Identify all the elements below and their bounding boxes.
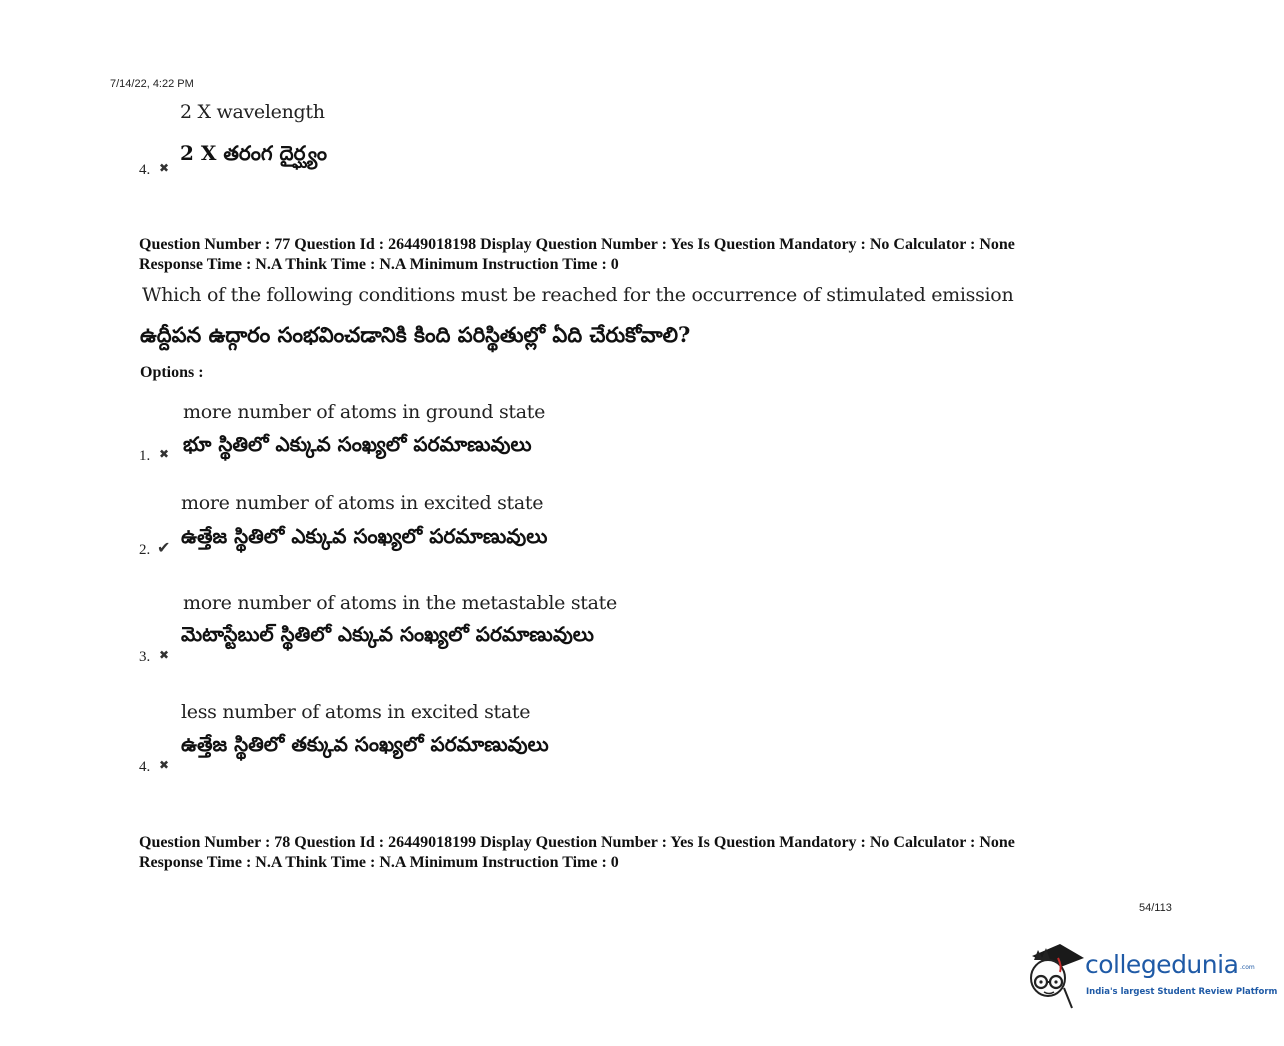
option-1-number: 1.	[139, 448, 151, 464]
option-4-english: less number of atoms in excited state	[181, 701, 531, 723]
option-1-english: more number of atoms in ground state	[183, 401, 546, 423]
option-4-telugu: ఉత్తేజ స్థితిలో తక్కువ సంఖ్యలో పరమాణువులు	[181, 732, 549, 756]
option-4-number: 4.	[139, 759, 151, 775]
options-label: Options :	[140, 364, 204, 381]
option-1-telugu: భూ స్థితిలో ఎక్కువ సంఖ్యలో పరమాణువులు	[183, 432, 532, 456]
question-77-meta-line2: Response Time : N.A Think Time : N.A Minimum Instruction Time : 0	[139, 256, 619, 273]
logo-wordmark: collegedunia	[1085, 950, 1239, 979]
question-78-meta	[139, 833, 1015, 873]
mascot-graduation-cap-icon	[1024, 938, 1086, 1012]
previous-option-number: 4.	[139, 162, 151, 178]
option-3-telugu: మెటాస్టేబుల్ స్థితిలో ఎక్కువ సంఖ్యలో పరమాణువులు	[181, 622, 594, 646]
cross-icon: ✖	[159, 447, 170, 461]
question-78-meta-line2: Response Time : N.A Think Time : N.A Minimum Instruction Time : 0	[139, 854, 619, 871]
previous-option-english: 2 X wavelength	[180, 101, 325, 123]
cross-icon: ✖	[159, 648, 170, 662]
option-3-number: 3.	[139, 649, 151, 665]
question-77-meta	[139, 235, 1015, 275]
option-2-telugu: ఉత్తేజ స్థితిలో ఎక్కువ సంఖ్యలో పరమాణువులు	[181, 524, 548, 548]
question-text-telugu: ఉద్దీపన ఉద్గారం సంభవించడానికి కింది పరిస్థితుల్లో ఏది చేరుకోవాలి?	[140, 322, 691, 347]
previous-option-telugu: 2 X తరంగ దైర్ఘ్యం	[180, 141, 328, 165]
cross-icon: ✖	[159, 758, 170, 772]
print-timestamp: 7/14/22, 4:22 PM	[110, 78, 194, 90]
logo-domain-suffix: .com	[1240, 964, 1255, 971]
option-2-english: more number of atoms in excited state	[181, 492, 544, 514]
logo-tagline: India's largest Student Review Platform	[1086, 987, 1278, 997]
page-number: 54/113	[1139, 902, 1172, 914]
question-78-meta-line1: Question Number : 78 Question Id : 26449018199 Display Question Number : Yes Is Question Mandatory : No Calculator : None	[139, 834, 1015, 851]
cross-icon: ✖	[159, 161, 170, 175]
option-3-english: more number of atoms in the metastable state	[183, 592, 617, 614]
question-text-english: Which of the following conditions must be reached for the occurrence of stimulated emission	[142, 284, 1014, 306]
check-icon: ✔	[157, 538, 171, 557]
question-77-meta-line1: Question Number : 77 Question Id : 26449018198 Display Question Number : Yes Is Question Mandatory : No Calculator : None	[139, 236, 1015, 253]
option-2-number: 2.	[139, 542, 151, 558]
